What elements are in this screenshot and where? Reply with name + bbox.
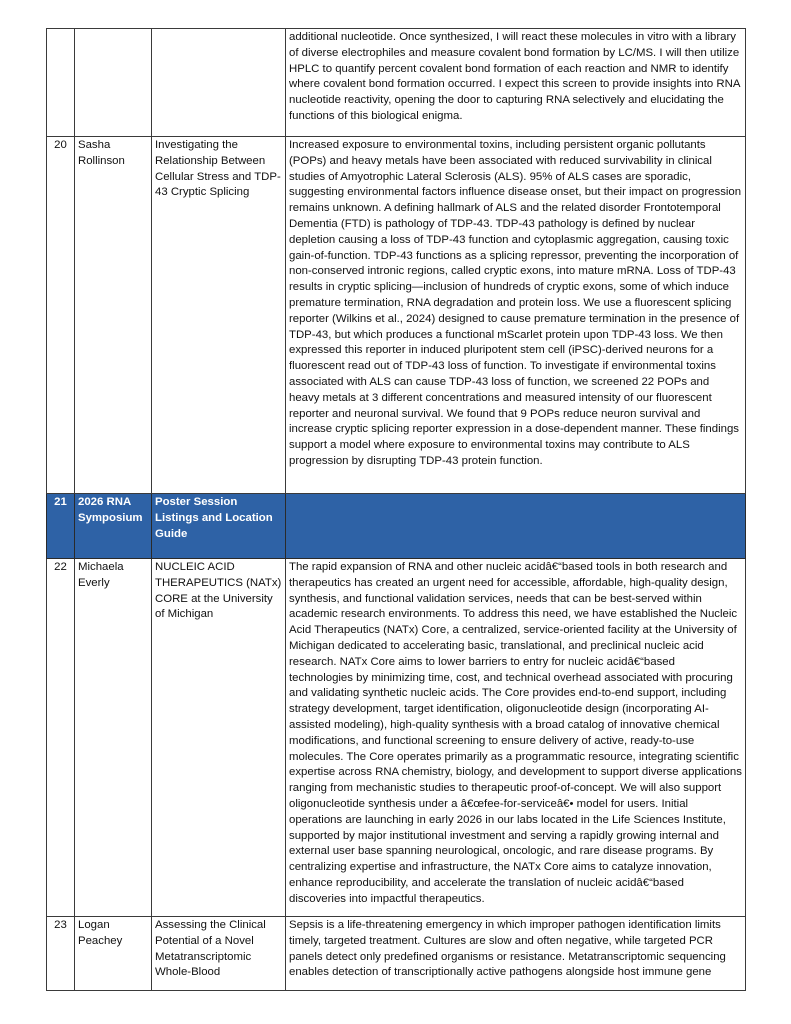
row-number: 23 xyxy=(47,917,75,991)
poster-abstract: The rapid expansion of RNA and other nucleic acidâ€“based tools in both research and therapeutics has created an urgent need for accessible, affordable, high-quality design, synthesis, and functional validation services, needs that can be best-served within academic research environments. To address this need, we have established the Nucleic Acid Therapeutics (NATx) Core, a centralized, service-oriented facility at the University of Michigan dedicated to accelerating basic, translational, and preclinical nucleic acid research. NATx Core aims to lower barriers to entry for nucleic acidâ€“based technologies by minimizing time, cost, and technical overhead associated with procuring and validating synthetic nucleic acids. The Core provides end-to-end support, including strategy development, target identification, oligonucleotide design (incorporating AI-assisted modeling), high-quality synthesis with a broad catalog of innovative chemical modifications, and functional screening to ensure delivery of active, ready-to-use molecules. The Core operates primarily as a programmatic resource, integrating scientific expertise across RNA chemistry, biology, and development to support diverse applications ranging from mechanistic studies to therapeutic proof-of-concept. We will also support oligonucleotide synthesis under a â€œfee-for-serviceâ€• model for users. Initial operations are launching in early 2026 in our labs located in the Life Sciences Institute, supported by major institutional investment and serving a rapidly growing internal and external user base spanning neurological, oncologic, and rare disease programs. By centralizing expertise and infrastructure, the NATx Core aims to catalyze innovation, enhance reproducibility, and accelerate the translation of nucleic acidâ€“based discoveries into impactful therapeutics. xyxy=(286,559,746,917)
section-header-row xyxy=(47,494,746,559)
poster-title: NUCLEIC ACID THERAPEUTICS (NATx) CORE at the University of Michigan xyxy=(152,559,286,917)
poster-listing-table xyxy=(46,28,746,991)
presenter-name: Logan Peachey xyxy=(75,917,152,991)
section-header-title: Poster Session Listings and Location Guide xyxy=(152,494,286,559)
poster-abstract: Increased exposure to environmental toxins, including persistent organic pollutants (POPs) and heavy metals have been associated with reduced survivability in clinical studies of Amyotrophic Lateral Sclerosis (ALS). 95% of ALS cases are sporadic, suggesting environmental factors influence disease onset, but their impact on progression remains unknown. A defining hallmark of ALS and the related disorder Frontotemporal Dementia (FTD) is pathology of TDP-43. TDP-43 pathology is defined by nuclear depletion causing a loss of TDP-43 function and cytoplasmic aggregation, causing toxic gain-of-function. TDP-43 functions as a splicing repressor, preventing the incorporation of non-conserved intronic regions, called cryptic exons, into mature mRNA. Loss of TDP-43 results in cryptic splicing—inclusion of hundreds of cryptic exons, some of which induce premature termination, RNA degradation and protein loss. We use a fluorescent splicing reporter (Wilkins et al., 2024) designed to cause premature termination in the presence of TDP-43, but which produces a functional mScarlet protein upon TDP-43 loss. We then expressed this reporter in induced pluripotent stem cell (iPSC)-derived neurons for a fluorescent read out of TDP-43 loss of function. To investigate if environmental toxins associated with ALS can cause TDP-43 loss of function, we screened 22 POPs and heavy metals at 3 different concentrations and measured intensity of our fluorescent reporter and neuronal survival. We found that 9 POPs reduce neuron survival and increase cryptic splicing reporter expression in a dose-dependent manner. These findings support a model where exposure to environmental toxins may contribute to ALS progression by disrupting TDP-43 protein function. xyxy=(286,137,746,494)
row-number: 20 xyxy=(47,137,75,494)
section-header-symposium: 2026 RNA Symposium xyxy=(75,494,152,559)
presenter-name: Sasha Rollinson xyxy=(75,137,152,494)
presenter-name: Michaela Everly xyxy=(75,559,152,917)
table-row xyxy=(47,137,746,494)
poster-title: Investigating the Relationship Between Cellular Stress and TDP-43 Cryptic Splicing xyxy=(152,137,286,494)
table-row xyxy=(47,917,746,991)
presenter-name xyxy=(75,29,152,137)
poster-abstract: Sepsis is a life-threatening emergency in which improper pathogen identification limits timely, targeted treatment. Cultures are slow and often negative, while targeted PCR panels detect only predefined organisms or resistance. Metatranscriptomic sequencing enables detection of transcriptionally active pathogens alongside host immune gene xyxy=(286,917,746,991)
poster-title xyxy=(152,29,286,137)
table-row xyxy=(47,559,746,917)
poster-abstract: additional nucleotide. Once synthesized, I will react these molecules in vitro with a library of diverse electrophiles and measure covalent bond formation by LC/MS. I will then utilize HPLC to quantify percent covalent bond formation of each reaction and NMR to identify where covalent bond formation occurred. I expect this screen to provide insights into RNA nucleotide reactivity, opening the door to capturing RNA selectively and elucidating the functions of this biological enigma. xyxy=(286,29,746,137)
table-row-continuation xyxy=(47,29,746,137)
row-number xyxy=(47,29,75,137)
row-number: 22 xyxy=(47,559,75,917)
section-header-empty xyxy=(286,494,746,559)
row-number: 21 xyxy=(47,494,75,559)
poster-title: Assessing the Clinical Potential of a Novel Metatranscriptomic Whole-Blood xyxy=(152,917,286,991)
